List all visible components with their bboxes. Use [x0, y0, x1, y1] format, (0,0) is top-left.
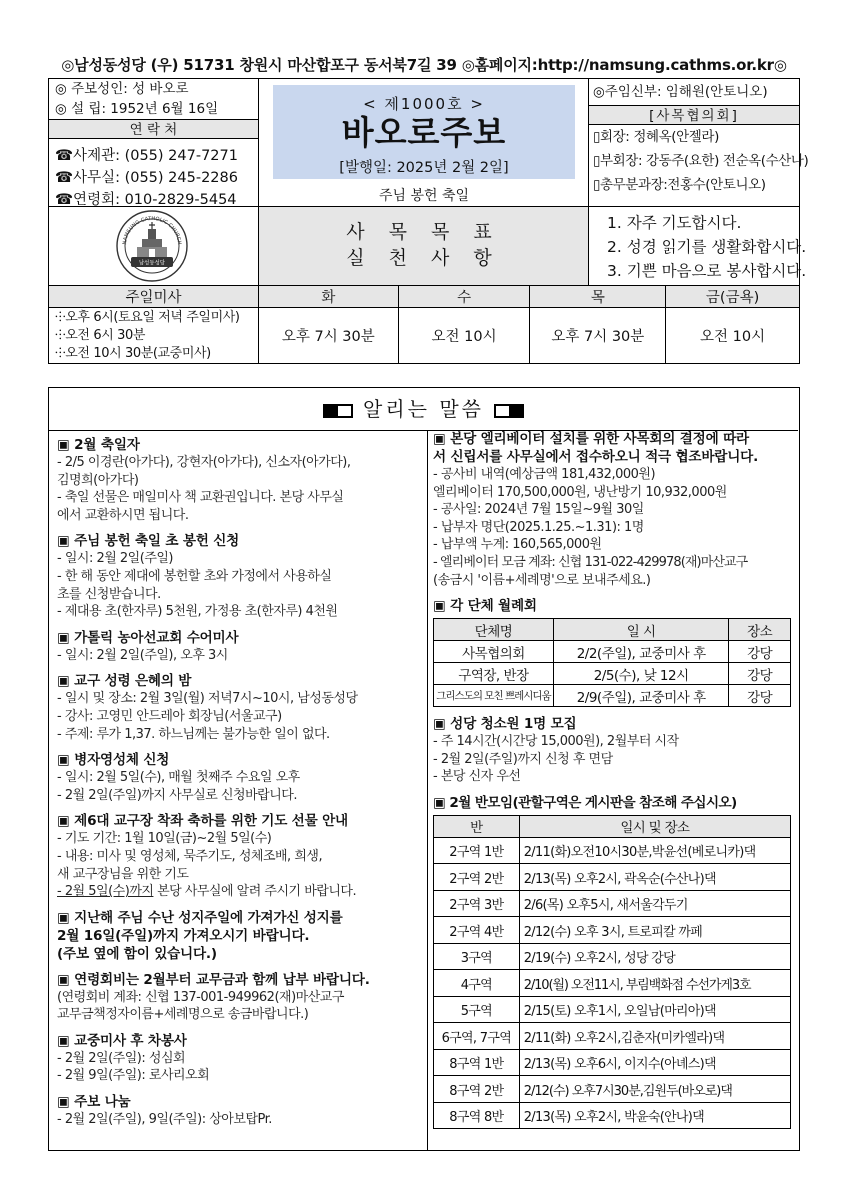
title-right-square-icon [494, 404, 524, 418]
notice-line: 새 교구장님을 위한 기도 [57, 866, 189, 882]
column-divider [427, 431, 428, 1150]
notice-line: - 2월 2일(주일), 9일(주일): 상아보탑Pr. [57, 1112, 272, 1128]
table-row [434, 837, 791, 864]
notice-line: - 주 14시간(시간당 15,000원), 2월부터 시작 [433, 734, 679, 750]
group-name: 구역장, 반장 [434, 663, 554, 685]
table-row [434, 1049, 791, 1076]
mass-header-thu: 목 [530, 286, 666, 308]
notice-ban-meetings [433, 794, 795, 1130]
ban-name: 8구역 8반 [434, 1102, 520, 1129]
group-place: 강당 [729, 685, 791, 707]
notice-funeral-fee [57, 971, 425, 1024]
notice-heading: ▣ 교중미사 후 차봉사 [57, 1032, 187, 1049]
goal-item: 1. 자주 기도합시다. [607, 214, 742, 232]
mass-header-wed: 수 [398, 286, 530, 308]
patron-saint: ◎ 주보성인: 성 바오로 [55, 81, 189, 97]
founded-date: ◎ 설 립: 1952년 6월 16일 [55, 101, 219, 117]
notice-sick-communion [57, 751, 425, 804]
ban-name: 6구역, 7구역 [434, 1023, 520, 1050]
notice-line: - 2월 2일(주일)까지 신청 후 면담 [433, 751, 613, 767]
notice-line: - 본당 신자 우선 [433, 769, 521, 785]
notice-line: 교무금책정자이름+세례명으로 송금바랍니다.) [57, 1007, 309, 1023]
notice-line: - 주제: 루가 1,37. 하느님께는 불가능한 일이 없다. [57, 726, 330, 742]
seal-label: 남성동성당 [138, 260, 166, 267]
ban-detail: 2/12(수) 오후7시30분,김원두(바오로)댁 [519, 1076, 790, 1103]
table-row [434, 1102, 791, 1129]
notice-line: - 납부자 명단(2025.1.25.~1.31): 1명 [433, 519, 644, 535]
notice-line: 엘리베이터 170,500,000원, 냉난방기 10,932,000원 [433, 484, 727, 500]
deadline-underlined: - 2월 5일(수)까지 [57, 884, 154, 900]
ban-name: 2구역 1반 [434, 837, 520, 864]
goal-title-2: 실 천 사 항 [346, 247, 501, 269]
notice-tea-service [57, 1032, 425, 1085]
notice-line: - 한 해 동안 제대에 봉헌할 초와 가정에서 사용하실 [57, 568, 332, 584]
group-time: 2/9(주일), 교중미사 후 [553, 685, 728, 707]
mass-schedule-table [48, 285, 800, 364]
notice-feast-days [57, 436, 425, 524]
table-row [434, 685, 791, 707]
notice-line: - 공사일: 2024년 7월 15일~9월 30일 [433, 502, 644, 518]
group-name: 사목협의회 [434, 641, 554, 663]
ban-detail: 2/19(수) 오후2시, 성당 강당 [519, 943, 790, 970]
notice-elevator [433, 430, 795, 589]
ban-detail: 2/13(목) 오후2시, 곽옥순(수산나)댁 [519, 864, 790, 891]
ban-name: 8구역 2반 [434, 1076, 520, 1103]
council-heading: [사목협의회] [589, 105, 799, 125]
notice-line: - 2월 9일(주일): 로사리오회 [57, 1068, 210, 1084]
notice-line: - 엘리베이터 모금 계좌: 신협 131-022-429978(재)마산교구 [433, 554, 748, 570]
notice-heading: ▣ 가톨릭 농아선교회 수어미사 [57, 629, 239, 646]
ban-name: 2구역 2반 [434, 864, 520, 891]
notice-heading: ▣ 본당 엘리베이터 설치를 위한 사목회의 결정에 따라 [433, 431, 749, 447]
notice-sign-language-mass [57, 629, 425, 665]
contact-heading: 연 락 처 [49, 119, 258, 139]
ban-name: 2구역 3반 [434, 890, 520, 917]
council-secretary: ▯총무분과장:전홍수(안토니오) [593, 177, 766, 193]
notice-line: - 축일 선물은 매일미사 책 교환권입니다. 본당 사무실 [57, 490, 344, 506]
notice-cleaner-recruit [433, 715, 795, 786]
ban-name: 5구역 [434, 996, 520, 1023]
goal-item: 2. 성경 읽기를 생활화합시다. [607, 238, 807, 256]
ban-col-header: 반 [434, 815, 520, 837]
notices-left-column [57, 436, 425, 1137]
notice-line: 김명희(아가다) [57, 472, 139, 488]
parish-info-cell [49, 79, 259, 207]
table-row [434, 663, 791, 685]
ban-name: 3구역 [434, 943, 520, 970]
table-row [434, 1023, 791, 1050]
notice-heading: ▣ 2월 반모임(관할구역은 게시판을 참조해 주십시오) [433, 794, 737, 811]
group-col-header: 단체명 [434, 619, 554, 641]
notice-heading: ▣ 성당 청소원 1명 모집 [433, 716, 577, 733]
council-vice-presidents: ▯부회장: 강동주(요한) 전순옥(수산나) [593, 153, 809, 169]
table-row [434, 1076, 791, 1103]
goal-item: 3. 기쁜 마음으로 봉사합시다. [607, 262, 807, 280]
pastoral-goal-cell [259, 207, 589, 285]
group-place: 강당 [729, 641, 791, 663]
group-col-header: 일 시 [553, 619, 728, 641]
notice-palm-return [57, 909, 425, 963]
notice-candle-offering [57, 532, 425, 620]
notice-line: - 일시: 2월 5일(수), 매월 첫째주 수요일 오후 [57, 770, 300, 786]
notice-heading: ▣ 각 단체 월례회 [433, 598, 537, 615]
notice-heading: ▣ 주보 나눔 [57, 1094, 131, 1111]
ban-name: 4구역 [434, 970, 520, 997]
council-president: ▯회장: 정혜옥(안젤라) [593, 129, 719, 145]
group-place: 강당 [729, 663, 791, 685]
notice-line: - 공사비 내역(예상금액 181,432,000원) [433, 467, 656, 482]
notice-heading: 2월 16일(주일)까지 가져오시기 바랍니다. [57, 927, 310, 944]
table-row [434, 890, 791, 917]
notices-right-column [433, 430, 795, 1137]
notice-heading: ▣ 2월 축일자 [57, 437, 140, 453]
ban-detail: 2/12(수) 오후 3시, 트로피칼 까페 [519, 917, 790, 944]
pastor-name: ◎주임신부: 임해원(안토니오) [593, 84, 768, 100]
ban-detail: 2/11(화)오전10시30분,박윤선(베로니카)댁 [519, 837, 790, 864]
table-row [434, 943, 791, 970]
notice-line: (연령회비 계좌: 신협 137-001-949962(재)마산교구 [57, 989, 344, 1005]
tue-mass-time: 오후 7시 30분 [258, 308, 398, 364]
fri-mass-time: 오전 10시 [666, 308, 800, 364]
office-phone: ☎사무실: (055) 245-2286 [55, 170, 238, 186]
mass-header-sunday: 주일미사 [49, 286, 259, 308]
parish-seal-icon [115, 209, 189, 283]
notice-group-meetings [433, 597, 795, 707]
table-row [434, 917, 791, 944]
seal-arc-text: NAMSUNG CATHOLIC CHURCH [121, 215, 183, 246]
group-col-header: 장소 [729, 619, 791, 641]
group-meetings-table [433, 618, 791, 707]
notice-line: - 일시 및 장소: 2월 3일(월) 저녁7시~10시, 남성동성당 [57, 691, 358, 707]
sunday-mass-time: ⸭오전 6시 30분 [55, 327, 145, 343]
feast-name: 주님 봉헌 축일 [378, 188, 470, 204]
deadline-rest: 본당 사무실에 알려 주시기 바랍니다. [153, 884, 357, 900]
group-time: 2/2(주일), 교중미사 후 [553, 641, 728, 663]
mass-header-fri: 금(금욕) [666, 286, 800, 308]
seal-cell [49, 207, 259, 285]
wed-mass-time: 오전 10시 [398, 308, 530, 364]
notice-line: - 2월 2일(주일)까지 사무실로 신청바랍니다. [57, 787, 297, 803]
title-cell [259, 79, 589, 207]
bulletin-header [48, 78, 809, 286]
notices-title-text: 알리는 말씀 [363, 397, 484, 421]
bulletin-title: 바오로주보 [341, 113, 507, 152]
notice-holy-spirit-night [57, 672, 425, 743]
mass-header-tue: 화 [258, 286, 398, 308]
notice-line [57, 883, 425, 901]
notices-section [48, 387, 800, 1151]
notice-heading: 서 신립서를 사무실에서 접수하오니 적극 협조바랍니다. [433, 449, 759, 465]
title-left-square-icon [323, 404, 353, 418]
notice-line: - 납부액 누계: 160,565,000원 [433, 537, 602, 553]
notice-heading: (주보 옆에 함이 있습니다.) [57, 945, 217, 962]
notice-heading: ▣ 주님 봉헌 축일 초 봉헌 신청 [57, 533, 240, 550]
notice-line: - 2월 2일(주일): 성심회 [57, 1050, 186, 1066]
pastor-cell [589, 79, 809, 207]
notice-line: 초를 신청받습니다. [57, 586, 161, 602]
notice-heading: ▣ 제6대 교구장 착좌 축하를 위한 기도 선물 안내 [57, 813, 348, 830]
sunday-mass-time: ⸭오전 10시 30분(교중미사) [55, 345, 211, 361]
table-row [434, 641, 791, 663]
publish-date: [발행일: 2025년 2월 2일] [339, 160, 509, 176]
ban-detail: 2/15(토) 오후1시, 오일남(마리아)댁 [519, 996, 790, 1023]
notice-heading: ▣ 병자영성체 신청 [57, 752, 170, 769]
notice-line: - 제대용 초(한자루) 5천원, 가정용 초(한자루) 4천원 [57, 604, 338, 620]
ban-meetings-table [433, 815, 791, 1130]
group-time: 2/5(수), 낮 12시 [553, 663, 728, 685]
notice-heading: ▣ 지난해 주님 수난 성지주일에 가져가신 성지를 [57, 909, 343, 926]
funeral-society-phone: ☎연령회: 010-2829-5454 [55, 192, 237, 208]
title-box [273, 85, 575, 179]
rectory-phone: ☎사제관: (055) 247-7271 [55, 148, 238, 164]
table-row [434, 996, 791, 1023]
sunday-mass-time: ⸭오후 6시(토요일 저녁 주일미사) [55, 309, 240, 325]
notices-title [49, 388, 798, 431]
ban-detail: 2/13(목) 오후2시, 박윤숙(안나)댁 [519, 1102, 790, 1129]
ban-detail: 2/13(목) 오후6시, 이지수(아녜스)댁 [519, 1049, 790, 1076]
ban-detail: 2/11(화) 오후2시,김춘자(미카엘라)댁 [519, 1023, 790, 1050]
notice-line: - 일시: 2월 2일(주일) [57, 551, 174, 567]
notice-line: - 일시: 2월 2일(주일), 오후 3시 [57, 647, 228, 663]
header-contact-line: ◎남성동성당 (우) 51731 창원시 마산합포구 동서북7길 39 ◎홈페이지:http://namsung.cathms.or.kr◎ [61, 56, 787, 74]
ban-detail: 2/6(목) 오후5시, 새서울각두기 [519, 890, 790, 917]
notice-bulletin-sharing [57, 1093, 425, 1129]
notice-bishop-prayer-gift [57, 812, 425, 900]
goal-list-cell [589, 207, 807, 285]
goal-title-1: 사 목 목 표 [346, 221, 501, 243]
table-row [434, 970, 791, 997]
notice-line: - 2/5 이경란(아가다), 강현자(아가다), 신소자(아가다), [57, 455, 351, 470]
notice-line: - 강사: 고영민 안드레아 회장님(서울교구) [57, 708, 282, 724]
issue-number: < 제1000호 > [363, 95, 485, 113]
notice-line: - 내용: 미사 및 영성체, 묵주기도, 성체조배, 희생, [57, 848, 323, 864]
ban-name: 2구역 4반 [434, 917, 520, 944]
notice-line: - 기도 기간: 1월 10일(금)~2월 5일(수) [57, 831, 272, 847]
notice-line: 에서 교환하시면 됩니다. [57, 507, 189, 523]
thu-mass-time: 오후 7시 30분 [530, 308, 666, 364]
sunday-mass-times [49, 308, 259, 364]
ban-detail: 2/10(월) 오전11시, 부림백화점 수선가게3호 [519, 970, 790, 997]
ban-name: 8구역 1반 [434, 1049, 520, 1076]
notice-heading: ▣ 연령회비는 2월부터 교무금과 함께 납부 바랍니다. [57, 971, 370, 988]
ban-col-header: 일시 및 장소 [519, 815, 790, 837]
group-name: 그리스도의 모친 쁘레시디움 [434, 685, 554, 707]
notice-line: (송금시 '이름+세례명'으로 보내주세요.) [433, 572, 651, 588]
table-row [434, 864, 791, 891]
notice-heading: ▣ 교구 성령 은혜의 밤 [57, 673, 192, 690]
